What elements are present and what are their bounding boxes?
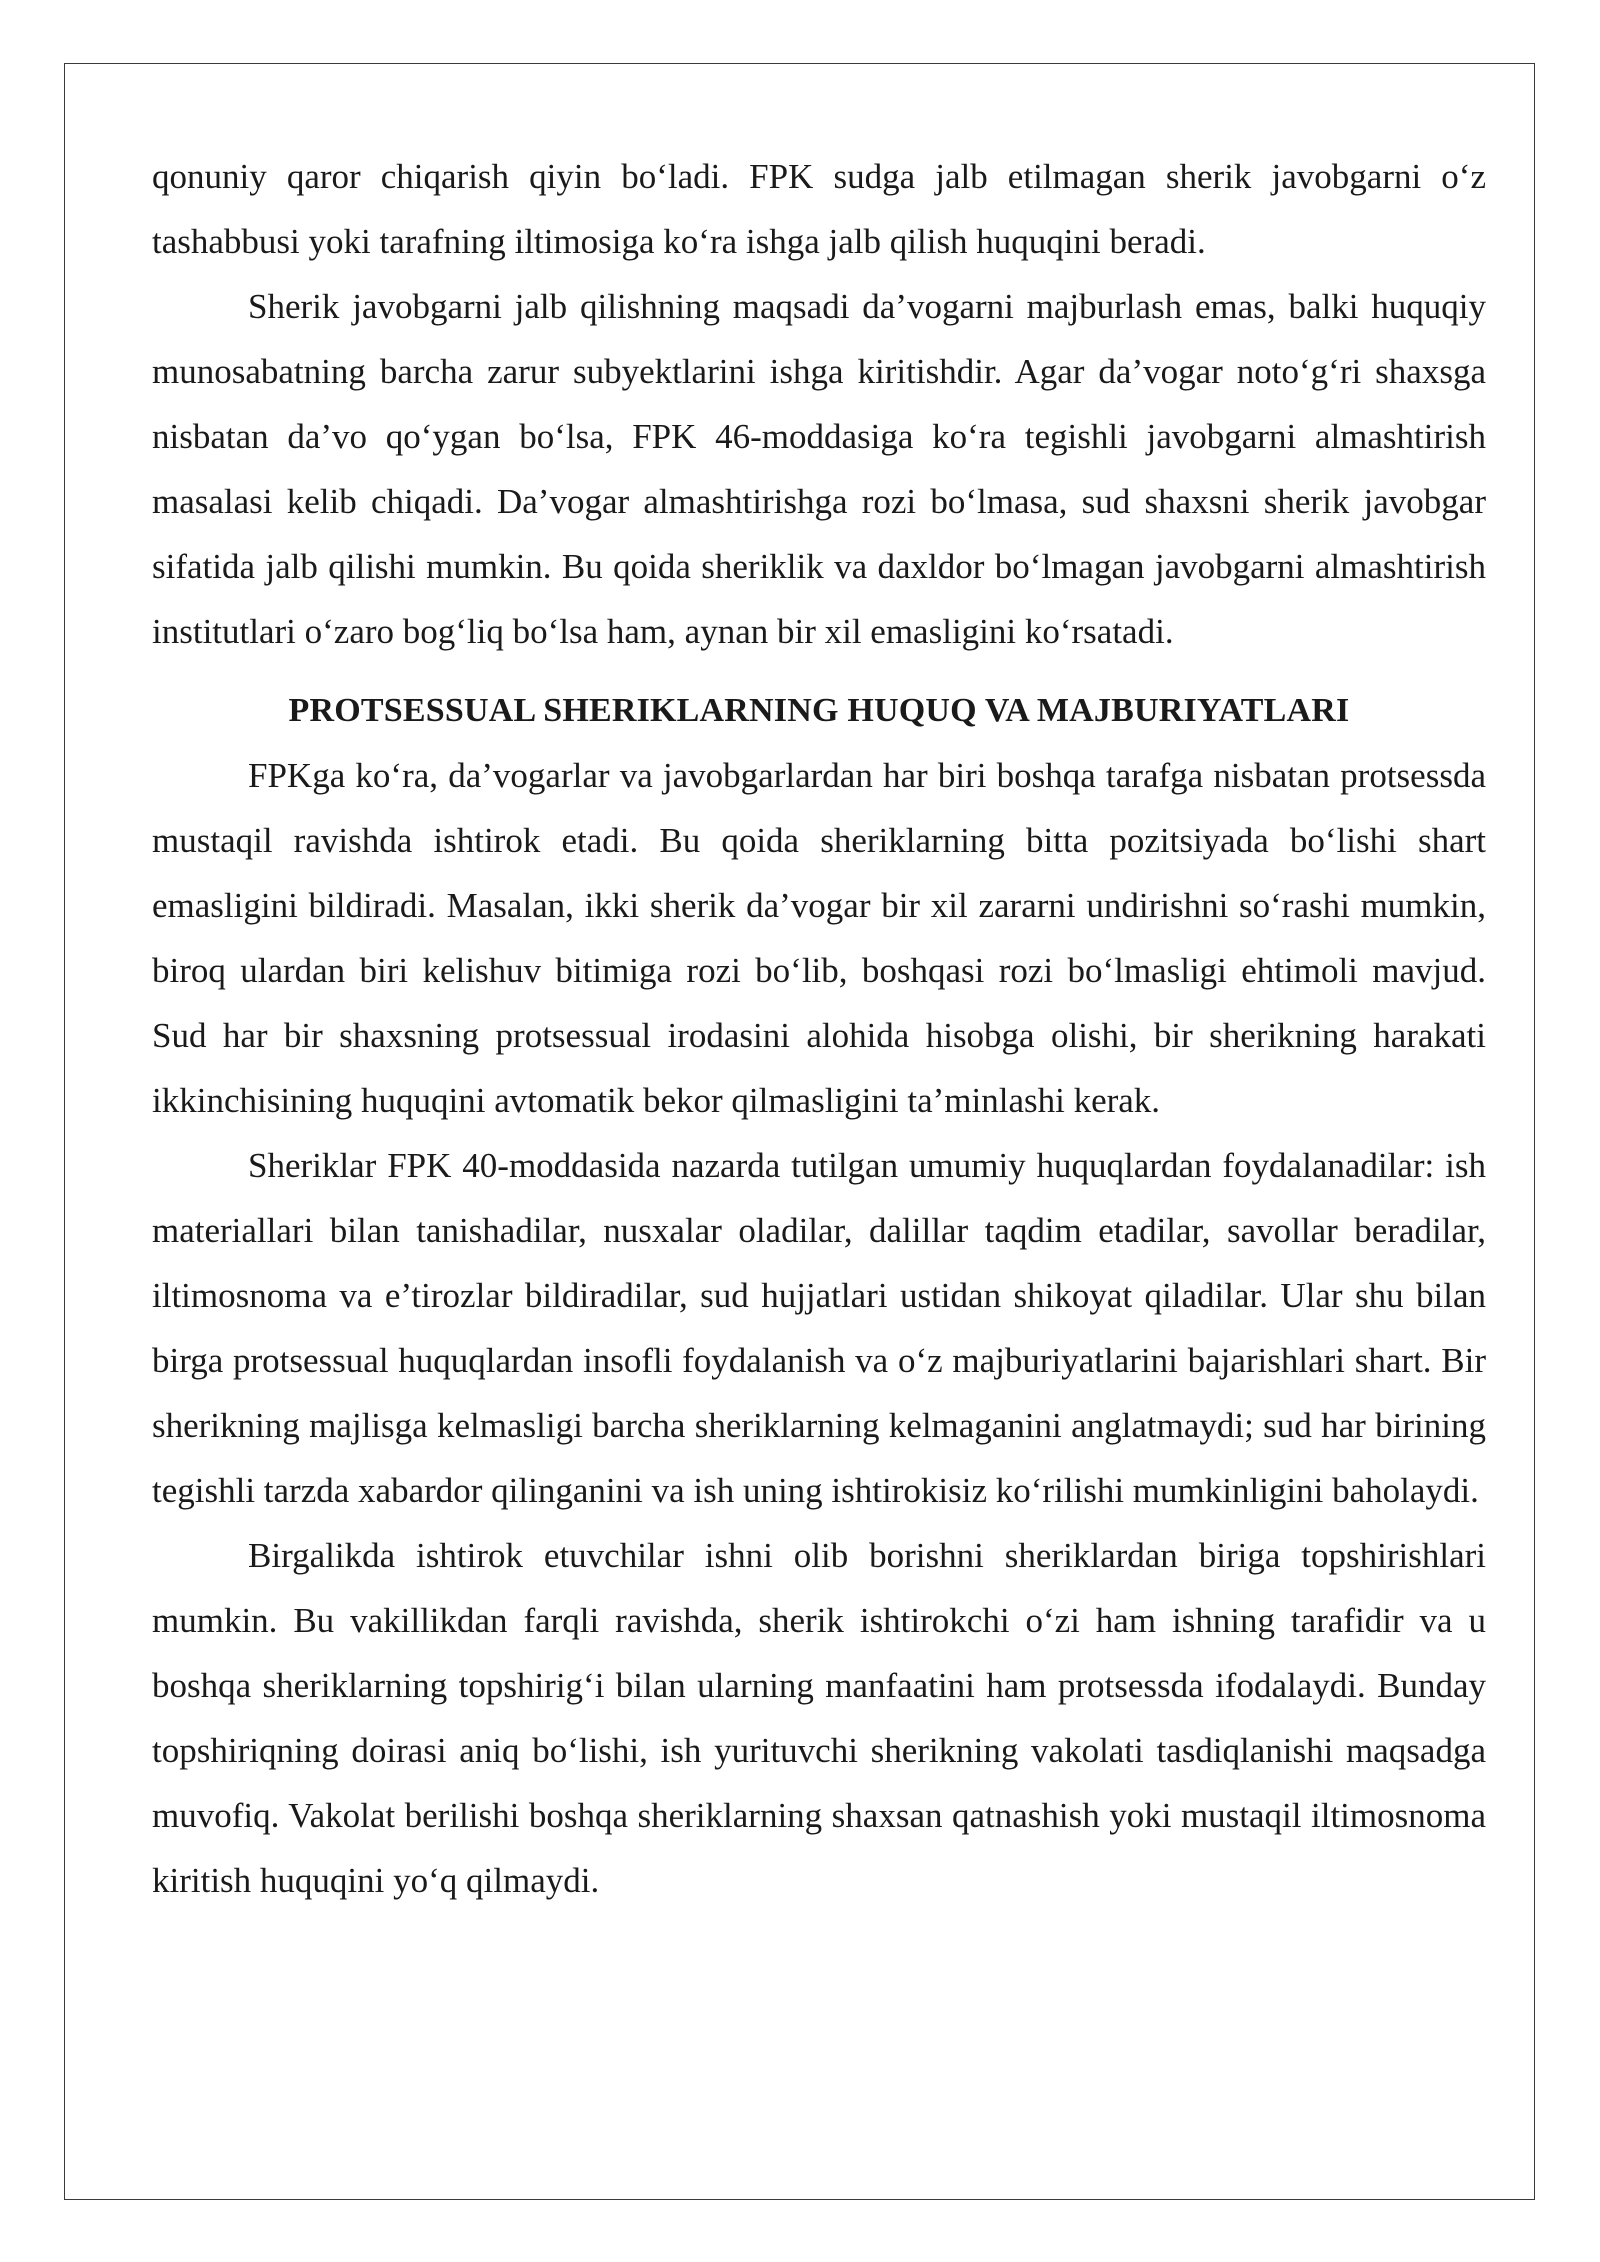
- paragraph-general-rights: Sheriklar FPK 40-moddasida nazarda tutilgan umumiy huquqlardan foydalanadilar: ish materiallari bilan tanishadilar, nusxalar oladilar, dalillar taqdim etadilar, savollar beradilar, iltimosnoma va e’tirozlar bildiradilar, sud hujjatlari ustidan shikoyat qiladilar. Ular shu bilan birga protsessual huquqlardan insofli foydalanish va oʻz majburiyatlarini bajarishlari shart. Bir sherikning majlisga kelmasligi barcha sheriklarning kelmaganini anglatmaydi; sud har birining tegishli tarzda xabardor qilinganini va ish uning ishtirokisiz koʻrilishi mumkinligini baholaydi.: [152, 1146, 1486, 1510]
- document-body: [152, 144, 1486, 1913]
- paragraph-co-defendant-purpose: Sherik javobgarni jalb qilishning maqsadi da’vogarni majburlash emas, balki huquqiy munosabatning barcha zarur subyektlarini ishga kiritishdir. Agar da’vogar notoʻgʻri shaxsga nisbatan da’vo qoʻygan boʻlsa, FPK 46-moddasiga koʻra tegishli javobgarni almashtirish masalasi kelib chiqadi. Da’vogar almashtirishga rozi boʻlmasa, sud shaxsni sherik javobgar sifatida jalb qilishi mumkin. Bu qoida sheriklik va daxldor boʻlmagan javobgarni almashtirish institutlari oʻzaro bogʻliq boʻlsa ham, aynan bir xil emasligini koʻrsatadi.: [152, 287, 1486, 651]
- section-heading: PROTSESSUAL SHERIKLARNING HUQUQ VA MAJBURIYATLARI: [288, 692, 1350, 729]
- paragraph-delegation: Birgalikda ishtirok etuvchilar ishni olib borishni sheriklardan biriga topshirishlari mumkin. Bu vakillikdan farqli ravishda, sherik ishtirokchi oʻzi ham ishning tarafidir va u boshqa sheriklarning topshirigʻi bilan ularning manfaatini ham protsessda ifodalaydi. Bunday topshiriqning doirasi aniq boʻlishi, ish yurituvchi sherikning vakolati tasdiqlanishi maqsadga muvofiq. Vakolat berilishi boshqa sheriklarning shaxsan qatnashish yoki mustaqil iltimosnoma kiritish huquqini yoʻq qilmaydi.: [152, 1536, 1486, 1900]
- paragraph-continuation: qonuniy qaror chiqarish qiyin boʻladi. FPK sudga jalb etilmagan sherik javobgarni oʻz tashabbusi yoki tarafning iltimosiga koʻra ishga jalb qilish huquqini beradi.: [152, 157, 1486, 261]
- paragraph-independent-participation: FPKga koʻra, da’vogarlar va javobgarlardan har biri boshqa tarafga nisbatan protsessda mustaqil ravishda ishtirok etadi. Bu qoida sheriklarning bitta pozitsiyada boʻlishi shart emasligini bildiradi. Masalan, ikki sherik da’vogar bir xil zararni undirishni soʻrashi mumkin, biroq ulardan biri kelishuv bitimiga rozi boʻlib, boshqasi rozi boʻlmasligi ehtimoli mavjud. Sud har bir shaxsning protsessual irodasini alohida hisobga olishi, bir sherikning harakati ikkinchisining huquqini avtomatik bekor qilmasligini ta’minlashi kerak.: [152, 756, 1486, 1120]
